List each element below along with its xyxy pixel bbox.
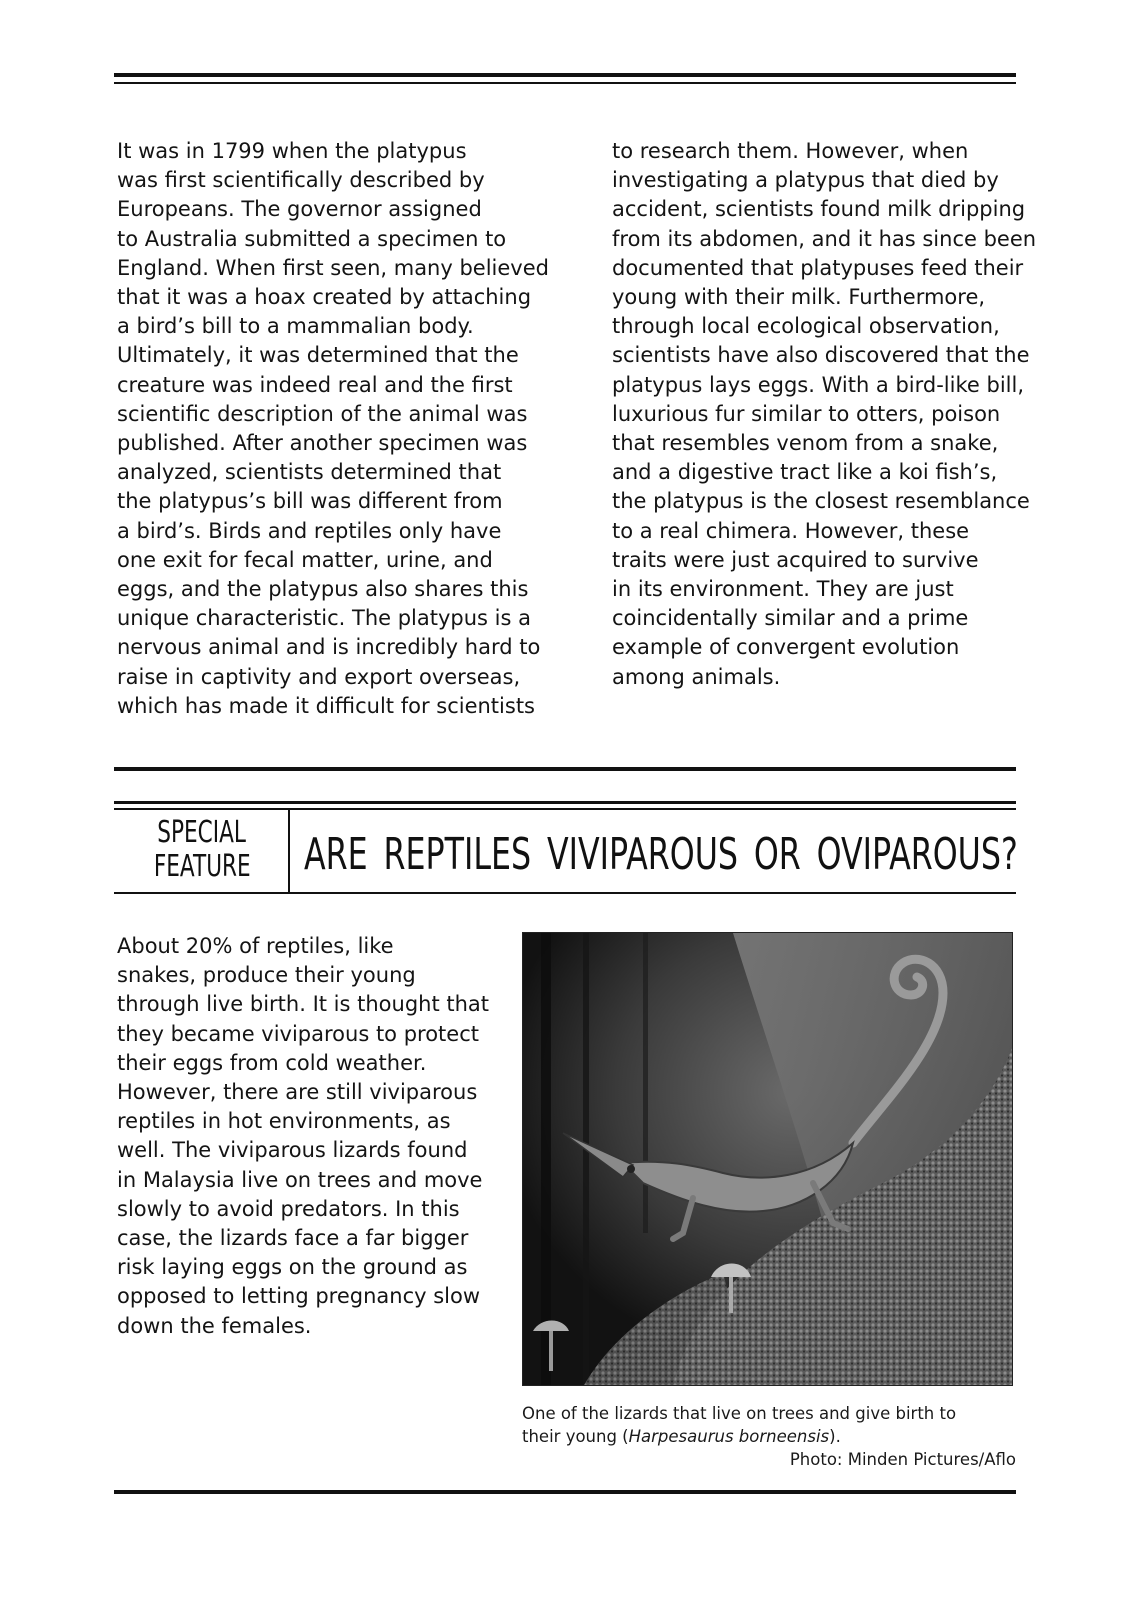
feature-body-line: However, there are still viviparous [117, 1080, 478, 1105]
feature-body-line: down the females. [117, 1313, 312, 1338]
special-feature-header [114, 810, 1016, 894]
article-left-line: It was in 1799 when the platypus [117, 139, 467, 163]
article-right-line: to research them. However, when [612, 139, 969, 163]
lizard-photo [522, 932, 1013, 1386]
article-left-line: which has made it difficult for scientists [117, 693, 535, 718]
article-left-line: England. When first seen, many believed [117, 255, 549, 280]
feature-body-line: About 20% of reptiles, like [117, 934, 394, 958]
article-left-line: scientific description of the animal was [117, 401, 528, 426]
article-right-line: platypus lays eggs. With a bird-like bill, [612, 372, 1024, 397]
caption-line-2 [522, 1425, 1016, 1448]
photo-credit: Photo: Minden Pictures/Aflo [789, 1450, 1016, 1469]
special-feature-label [114, 810, 290, 894]
article-right-line: and a digestive tract like a koi fish’s, [612, 460, 998, 485]
article-left-line: creature was indeed real and the first [117, 372, 513, 397]
article-right-line: the platypus is the closest resemblance [612, 489, 1030, 514]
article-right-line: through local ecological observation, [612, 314, 1000, 339]
photo-caption [522, 1402, 1016, 1471]
article-left-line: Europeans. The governor assigned [117, 197, 482, 222]
article-left-line: one exit for fecal matter, urine, and [117, 547, 493, 572]
top-rule-thin [114, 82, 1016, 84]
feature-body-line: slowly to avoid predators. In this [117, 1196, 460, 1221]
feature-body-line: their eggs from cold weather. [117, 1050, 427, 1075]
article-left-line: the platypus’s bill was different from [117, 489, 503, 514]
special-feature-label-line2: FEATURE [153, 849, 251, 884]
feature-rule-top-thick [114, 801, 1016, 804]
caption-line-2-pre: their young ( [522, 1427, 629, 1446]
top-rule-thick [114, 73, 1016, 77]
article-right-line: traits were just acquired to survive [612, 547, 979, 572]
article-right-line: to a real chimera. However, these [612, 518, 970, 543]
feature-body-line: risk laying eggs on the ground as [117, 1255, 468, 1280]
article-left-line: unique characteristic. The platypus is a [117, 606, 531, 631]
section-rule-thick [114, 767, 1016, 771]
feature-body-line: snakes, produce their young [117, 963, 416, 988]
article-right-line: scientists have also discovered that the [612, 343, 1030, 368]
feature-rule-bottom [114, 892, 1016, 894]
feature-body-line: through live birth. It is thought that [117, 992, 490, 1017]
article-right-line: young with their milk. Furthermore, [612, 285, 986, 310]
feature-body-line: reptiles in hot environments, as [117, 1109, 451, 1134]
feature-title: ARE REPTILES VIVIPAROUS OR OVIPAROUS? [304, 829, 1018, 880]
article-left-line: to Australia submitted a specimen to [117, 226, 507, 251]
caption-species: Harpesaurus borneensis [628, 1427, 830, 1446]
article-right-line: coincidentally similar and a prime [612, 606, 969, 631]
article-right-line: in its environment. They are just [612, 577, 954, 602]
article-right-line: among animals. [612, 664, 781, 689]
article-left-line: a bird’s. Birds and reptiles only have [117, 518, 502, 543]
caption-line-2-post: ). [829, 1427, 841, 1446]
article-left-line: raise in captivity and export overseas, [117, 664, 521, 689]
feature-body-line: in Malaysia live on trees and move [117, 1167, 483, 1192]
article-left-line: nervous animal and is incredibly hard to [117, 635, 541, 660]
article-right-line: from its abdomen, and it has since been [612, 226, 1037, 251]
article-left-line: a bird’s bill to a mammalian body. [117, 314, 474, 339]
caption-line-1: One of the lizards that live on trees and give birth to [522, 1404, 957, 1423]
article-left-line: Ultimately, it was determined that the [117, 343, 519, 368]
feature-body-line: they became viviparous to protect [117, 1021, 479, 1046]
article-right-line: investigating a platypus that died by [612, 168, 999, 193]
article-left-line: was first scientifically described by [117, 168, 485, 193]
article-right-line: documented that platypuses feed their [612, 255, 1024, 280]
feature-body-line: case, the lizards face a far bigger [117, 1226, 469, 1251]
article-right-line: luxurious fur similar to otters, poison [612, 401, 1001, 426]
article-right-column [612, 137, 1037, 692]
special-feature-label-line1: SPECIAL [157, 815, 247, 850]
article-left-column [117, 137, 547, 721]
article-right-line: example of convergent evolution [612, 635, 960, 660]
feature-body-line: well. The viviparous lizards found [117, 1138, 468, 1163]
feature-body-column [117, 932, 497, 1341]
article-left-line: published. After another specimen was [117, 431, 528, 456]
article-left-line: that it was a hoax created by attaching [117, 285, 532, 310]
article-right-line: that resembles venom from a snake, [612, 431, 999, 456]
article-left-line: eggs, and the platypus also shares this [117, 577, 529, 602]
article-left-line: analyzed, scientists determined that [117, 460, 502, 485]
bottom-rule [114, 1490, 1016, 1494]
article-right-line: accident, scientists found milk dripping [612, 197, 1026, 222]
feature-body-line: opposed to letting pregnancy slow [117, 1284, 481, 1309]
